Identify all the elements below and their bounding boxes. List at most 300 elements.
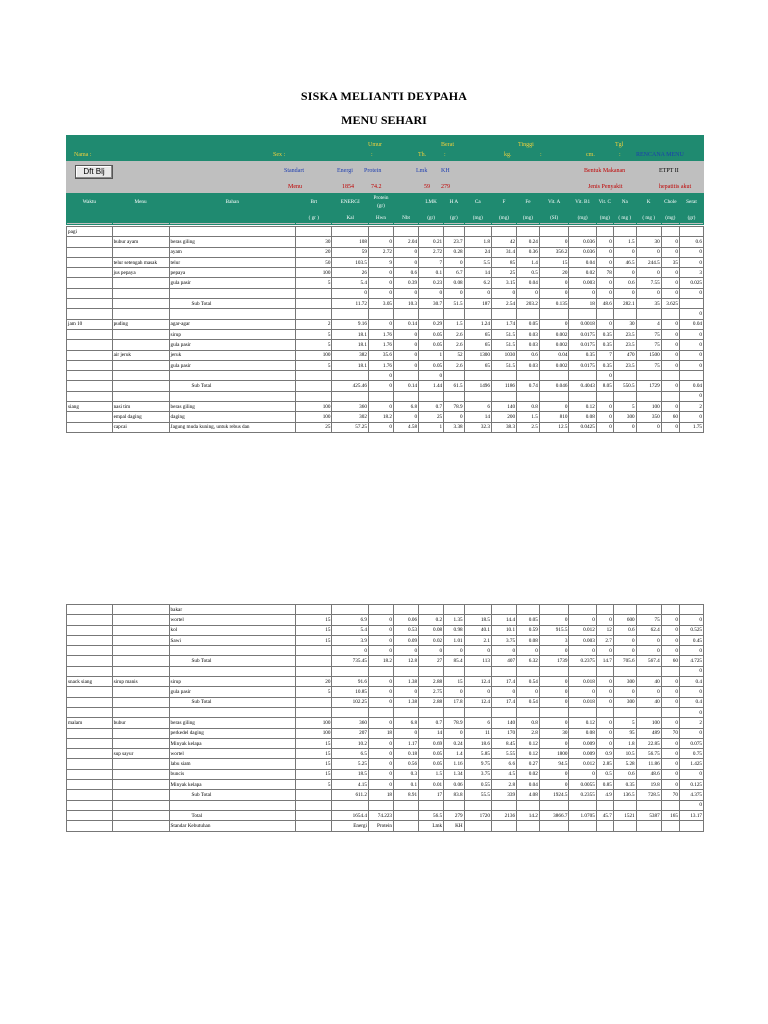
table-cell: [569, 371, 596, 381]
table-cell: 8.05: [596, 381, 613, 391]
table-cell: [112, 329, 169, 339]
table-row: [67, 412, 704, 422]
table-row: [67, 605, 704, 615]
column-header: Menu: [112, 194, 169, 211]
table-cell: 48.6: [636, 769, 661, 779]
table-cell: 0: [444, 288, 465, 298]
table-cell: perkedel daging: [169, 728, 295, 738]
table-cell: 0: [661, 268, 679, 278]
table-cell: 0.02: [517, 769, 540, 779]
table-cell: [636, 707, 661, 717]
table-cell: 13.17: [679, 810, 703, 820]
table-cell: 18: [368, 790, 393, 800]
table-row: [67, 329, 704, 339]
table-row: [67, 800, 704, 810]
table-cell: [491, 371, 516, 381]
table-cell: 0: [636, 422, 661, 432]
table-cell: [636, 666, 661, 676]
table-cell: nasi tim: [112, 402, 169, 412]
table-cell: 0: [679, 340, 703, 350]
table-cell: [112, 615, 169, 625]
nama-label: Nama :: [74, 152, 92, 158]
table-cell: 1739: [539, 656, 569, 666]
table-cell: 0: [394, 646, 419, 656]
table-cell: 91.6: [332, 677, 368, 687]
table-cell: 46.5: [613, 257, 636, 267]
table-cell: 5: [296, 278, 332, 288]
table-cell: 0: [596, 278, 613, 288]
table-cell: 728.5: [636, 790, 661, 800]
table-cell: 550.5: [613, 381, 636, 391]
table-cell: 70: [661, 728, 679, 738]
table-cell: 10.5: [613, 749, 636, 759]
table-cell: 57.25: [332, 422, 368, 432]
table-cell: 1496: [464, 381, 491, 391]
table-row: [67, 749, 704, 759]
table-cell: [296, 299, 332, 309]
table-cell: [679, 299, 703, 309]
table-cell: 0.35: [596, 340, 613, 350]
table-cell: 0: [596, 371, 613, 381]
table-cell: 0.04: [517, 278, 540, 288]
table-cell: 5.5: [464, 257, 491, 267]
table-cell: 15: [296, 759, 332, 769]
table-cell: 0: [332, 288, 368, 298]
table-cell: [569, 391, 596, 401]
table-cell: 3.75: [491, 635, 516, 645]
table-cell: 1500: [636, 350, 661, 360]
table-cell: 78: [596, 268, 613, 278]
table-cell: 2.8: [517, 728, 540, 738]
table-cell: 6.6: [491, 759, 516, 769]
table-cell: 8.91: [394, 790, 419, 800]
table-cell: 0: [661, 769, 679, 779]
table-cell: 24: [464, 247, 491, 257]
table-cell: [368, 227, 393, 237]
table-cell: air jeruk: [112, 350, 169, 360]
table-cell: 2.88: [419, 697, 444, 707]
table-cell: 0: [539, 697, 569, 707]
table-cell: 2.04: [394, 237, 419, 247]
table-row: [67, 759, 704, 769]
table-cell: [67, 309, 113, 319]
column-header: (mg): [517, 211, 540, 225]
table-cell: [296, 810, 332, 820]
bentuk-makanan-label: Bentuk Makanan: [584, 168, 626, 174]
table-cell: 0: [661, 360, 679, 370]
table-cell: 0.0175: [569, 360, 596, 370]
table-cell: 0: [368, 237, 393, 247]
table-cell: gula pasir: [169, 687, 295, 697]
table-cell: Minyak kelapa: [169, 780, 295, 790]
table-cell: 0: [679, 329, 703, 339]
table-cell: 140: [491, 718, 516, 728]
table-cell: [169, 391, 295, 401]
table-cell: 0: [569, 769, 596, 779]
table-cell: 0: [679, 257, 703, 267]
table-cell: [419, 666, 444, 676]
table-cell: [296, 656, 332, 666]
table-cell: 300: [613, 697, 636, 707]
table-cell: 0.04: [517, 780, 540, 790]
table-cell: 0.025: [679, 278, 703, 288]
table-cell: 15: [296, 749, 332, 759]
table-cell: 18.1: [332, 360, 368, 370]
table-cell: [517, 371, 540, 381]
table-cell: gula pasir: [169, 340, 295, 350]
table-cell: 0: [661, 350, 679, 360]
table-row: [67, 422, 704, 432]
table-cell: 0: [491, 687, 516, 697]
table-cell: 1.17: [394, 738, 419, 748]
table-cell: [661, 821, 679, 831]
table-cell: 0: [332, 646, 368, 656]
table-row: [67, 780, 704, 790]
table-cell: Sub Total: [169, 697, 295, 707]
table-cell: 2.72: [419, 247, 444, 257]
table-cell: [67, 360, 113, 370]
table-cell: 0.046: [539, 381, 569, 391]
table-cell: [67, 821, 113, 831]
table-cell: 0: [679, 288, 703, 298]
table-cell: 45.7: [596, 810, 613, 820]
table-cell: 0.8: [517, 402, 540, 412]
table-cell: [636, 605, 661, 615]
table-cell: 0: [444, 412, 465, 422]
table-cell: 26: [332, 268, 368, 278]
table-cell: [661, 309, 679, 319]
table-cell: 0: [394, 360, 419, 370]
table-cell: 407: [491, 656, 516, 666]
table-cell: 0.74: [517, 381, 540, 391]
table-cell: [67, 769, 113, 779]
table-cell: [517, 666, 540, 676]
table-cell: 1186: [491, 381, 516, 391]
table-cell: 2.7: [596, 635, 613, 645]
table-cell: 0: [444, 728, 465, 738]
table-cell: 75: [636, 615, 661, 625]
table-cell: Sawi: [169, 635, 295, 645]
table-cell: 100: [296, 718, 332, 728]
table-cell: 42: [491, 237, 516, 247]
kg-label: kg.: [504, 152, 512, 158]
table-cell: [332, 605, 368, 615]
table-cell: sirup: [169, 677, 295, 687]
table-cell: 0.6: [517, 350, 540, 360]
table-cell: 0.7: [419, 718, 444, 728]
table-cell: [67, 625, 113, 635]
table-cell: [296, 697, 332, 707]
table-cell: 2.54: [491, 299, 516, 309]
table-cell: 10.1: [491, 625, 516, 635]
table-cell: 100: [296, 402, 332, 412]
column-header: Protein (gr): [368, 194, 393, 211]
table-cell: [67, 329, 113, 339]
table-cell: 0.85: [596, 780, 613, 790]
table-cell: [112, 625, 169, 635]
table-cell: 20: [296, 677, 332, 687]
table-cell: 0.9: [596, 749, 613, 759]
table-cell: wortel: [169, 749, 295, 759]
table-cell: 2.72: [368, 247, 393, 257]
table-cell: 2.6: [444, 329, 465, 339]
table-cell: 0: [419, 371, 444, 381]
table-cell: 1.74: [491, 319, 516, 329]
table-cell: [112, 790, 169, 800]
table-cell: 75: [636, 340, 661, 350]
dft-blj-button[interactable]: Dft Blj: [75, 165, 113, 179]
table-cell: [112, 707, 169, 717]
table-cell: 15: [444, 677, 465, 687]
table-cell: [539, 605, 569, 615]
table-cell: [613, 707, 636, 717]
column-header: Chole: [661, 194, 679, 211]
table-cell: Sub Total: [169, 790, 295, 800]
table-cell: [517, 707, 540, 717]
table-cell: 0: [679, 666, 703, 676]
table-cell: [368, 391, 393, 401]
table-cell: 0: [636, 687, 661, 697]
table-cell: 0: [539, 402, 569, 412]
table-cell: 300: [613, 412, 636, 422]
column-header: [112, 211, 169, 225]
table-cell: [112, 666, 169, 676]
table-cell: 2: [296, 319, 332, 329]
table-cell: 14: [419, 728, 444, 738]
table-cell: 0.08: [569, 728, 596, 738]
table-cell: 12.5: [539, 422, 569, 432]
table-cell: 6: [464, 402, 491, 412]
table-cell: 0: [517, 687, 540, 697]
table-cell: 735.45: [332, 656, 368, 666]
table-cell: 0: [596, 237, 613, 247]
table-cell: 30: [296, 237, 332, 247]
table-cell: [517, 800, 540, 810]
table-cell: 23.5: [613, 329, 636, 339]
table-cell: 52: [444, 350, 465, 360]
table-cell: 0.69: [419, 738, 444, 748]
table-cell: 0.135: [539, 299, 569, 309]
column-header: ( mg ): [636, 211, 661, 225]
table-cell: Minyak kelapa: [169, 738, 295, 748]
table-cell: 0.05: [419, 329, 444, 339]
table-cell: [67, 278, 113, 288]
table-cell: 75: [636, 360, 661, 370]
table-cell: [332, 371, 368, 381]
table-cell: [112, 227, 169, 237]
table-cell: 14: [464, 412, 491, 422]
table-cell: 0: [569, 288, 596, 298]
table-cell: 1.5: [419, 769, 444, 779]
table-cell: 14: [464, 268, 491, 278]
table-cell: Standar Kebutuhan: [169, 821, 295, 831]
table-row: [67, 268, 704, 278]
table-cell: 0.2: [419, 615, 444, 625]
table-cell: 5.28: [613, 759, 636, 769]
table-cell: [296, 371, 332, 381]
table-cell: [112, 821, 169, 831]
table-cell: 25: [296, 422, 332, 432]
table-cell: 78.9: [444, 402, 465, 412]
table-cell: 85.4: [444, 656, 465, 666]
table-cell: [613, 605, 636, 615]
column-header: Kal: [332, 211, 368, 225]
table-cell: 11.86: [636, 759, 661, 769]
table-cell: 2.88: [419, 677, 444, 687]
table-cell: 1.24: [464, 319, 491, 329]
table-cell: 0: [368, 718, 393, 728]
table-cell: 60: [661, 412, 679, 422]
table-cell: [636, 371, 661, 381]
table-cell: 0: [539, 278, 569, 288]
table-cell: [112, 340, 169, 350]
table-cell: 7: [419, 257, 444, 267]
table-cell: 0: [596, 412, 613, 422]
table-cell: 567.4: [636, 656, 661, 666]
table-cell: [296, 391, 332, 401]
menu-protein: 74.2: [371, 184, 382, 190]
table-cell: [169, 800, 295, 810]
table-cell: 0: [596, 288, 613, 298]
table-cell: 9.75: [464, 759, 491, 769]
table-cell: Sub Total: [169, 656, 295, 666]
table-cell: 0: [661, 319, 679, 329]
table-cell: 74.223: [368, 810, 393, 820]
table-cell: 350: [636, 412, 661, 422]
table-cell: 207: [332, 728, 368, 738]
table-cell: empal daging: [112, 412, 169, 422]
table-cell: [112, 605, 169, 615]
table-cell: [491, 391, 516, 401]
table-cell: 0: [636, 247, 661, 257]
table-cell: 4.08: [517, 790, 540, 800]
table-cell: 0: [569, 615, 596, 625]
table-cell: [296, 288, 332, 298]
table-cell: 2: [679, 718, 703, 728]
table-cell: 100: [296, 268, 332, 278]
table-cell: 0.002: [539, 329, 569, 339]
table-cell: 17.4: [491, 697, 516, 707]
table-cell: 0: [569, 646, 596, 656]
table-cell: [296, 800, 332, 810]
table-cell: 0.12: [569, 718, 596, 728]
table-cell: 10.85: [332, 687, 368, 697]
table-cell: 0.2375: [569, 656, 596, 666]
table-cell: 0: [539, 319, 569, 329]
table-cell: 0: [661, 422, 679, 432]
table-cell: 100: [296, 728, 332, 738]
table-cell: 0.23: [419, 278, 444, 288]
column-header: H A: [444, 194, 465, 211]
table-row: [67, 728, 704, 738]
table-cell: 65: [464, 360, 491, 370]
table-cell: 0: [596, 697, 613, 707]
table-row: [67, 635, 704, 645]
table-cell: [569, 309, 596, 319]
table-cell: 18: [368, 728, 393, 738]
column-header: K: [636, 194, 661, 211]
table-cell: [679, 371, 703, 381]
table-cell: [112, 635, 169, 645]
table-cell: [661, 371, 679, 381]
table-cell: 11.72: [332, 299, 368, 309]
table-cell: [661, 227, 679, 237]
column-header: (mg): [464, 211, 491, 225]
table-cell: 0: [539, 718, 569, 728]
table-cell: 0: [679, 247, 703, 257]
table-cell: [636, 821, 661, 831]
table-cell: 0.27: [517, 759, 540, 769]
table-cell: 25: [419, 412, 444, 422]
table-cell: 0.012: [569, 625, 596, 635]
table-cell: 0: [539, 646, 569, 656]
table-cell: 0: [394, 350, 419, 360]
table-row: [67, 340, 704, 350]
column-header: Waktu: [67, 194, 113, 211]
table-cell: 0.036: [569, 237, 596, 247]
table-cell: [596, 391, 613, 401]
table-cell: 0.03: [517, 329, 540, 339]
table-row: [67, 821, 704, 831]
table-cell: 0.28: [444, 247, 465, 257]
table-cell: 0: [613, 268, 636, 278]
table-cell: 200: [491, 412, 516, 422]
table-cell: 0: [596, 677, 613, 687]
table-cell: 0.08: [444, 278, 465, 288]
document-title: SISKA MELIANTI DEYPAHA: [300, 89, 468, 103]
table-cell: 1.4: [444, 749, 465, 759]
table-cell: [464, 605, 491, 615]
table-cell: 0.59: [517, 625, 540, 635]
table-cell: jam 10: [67, 319, 113, 329]
column-header: Ca: [464, 194, 491, 211]
table-cell: 0.5: [596, 769, 613, 779]
table-cell: beras giling: [169, 402, 295, 412]
table-cell: 0: [368, 615, 393, 625]
table-cell: 1654.4: [332, 810, 368, 820]
table-cell: [112, 278, 169, 288]
table-cell: 0: [539, 769, 569, 779]
table-cell: 0: [596, 687, 613, 697]
tgl-colon: :: [619, 152, 621, 158]
table-cell: 59: [332, 247, 368, 257]
table-cell: 6.2: [464, 278, 491, 288]
table-cell: 12: [596, 625, 613, 635]
table-cell: [419, 605, 444, 615]
table-cell: 0: [596, 728, 613, 738]
table-cell: [67, 780, 113, 790]
table-cell: [67, 697, 113, 707]
table-cell: [112, 810, 169, 820]
table-cell: 0.012: [569, 759, 596, 769]
table-cell: [539, 800, 569, 810]
table-cell: [419, 227, 444, 237]
table-cell: 3.38: [444, 422, 465, 432]
table-cell: 0: [368, 278, 393, 288]
table-cell: 0: [368, 769, 393, 779]
table-cell: 32.3: [464, 422, 491, 432]
table-cell: [67, 687, 113, 697]
table-cell: [332, 391, 368, 401]
table-cell: 48.6: [596, 299, 613, 309]
table-cell: [596, 227, 613, 237]
table-cell: 23.5: [613, 360, 636, 370]
table-cell: [332, 707, 368, 717]
table-cell: 282.1: [613, 299, 636, 309]
table-cell: 0: [636, 646, 661, 656]
table-cell: 0.54: [517, 677, 540, 687]
table-cell: wortel: [169, 615, 295, 625]
